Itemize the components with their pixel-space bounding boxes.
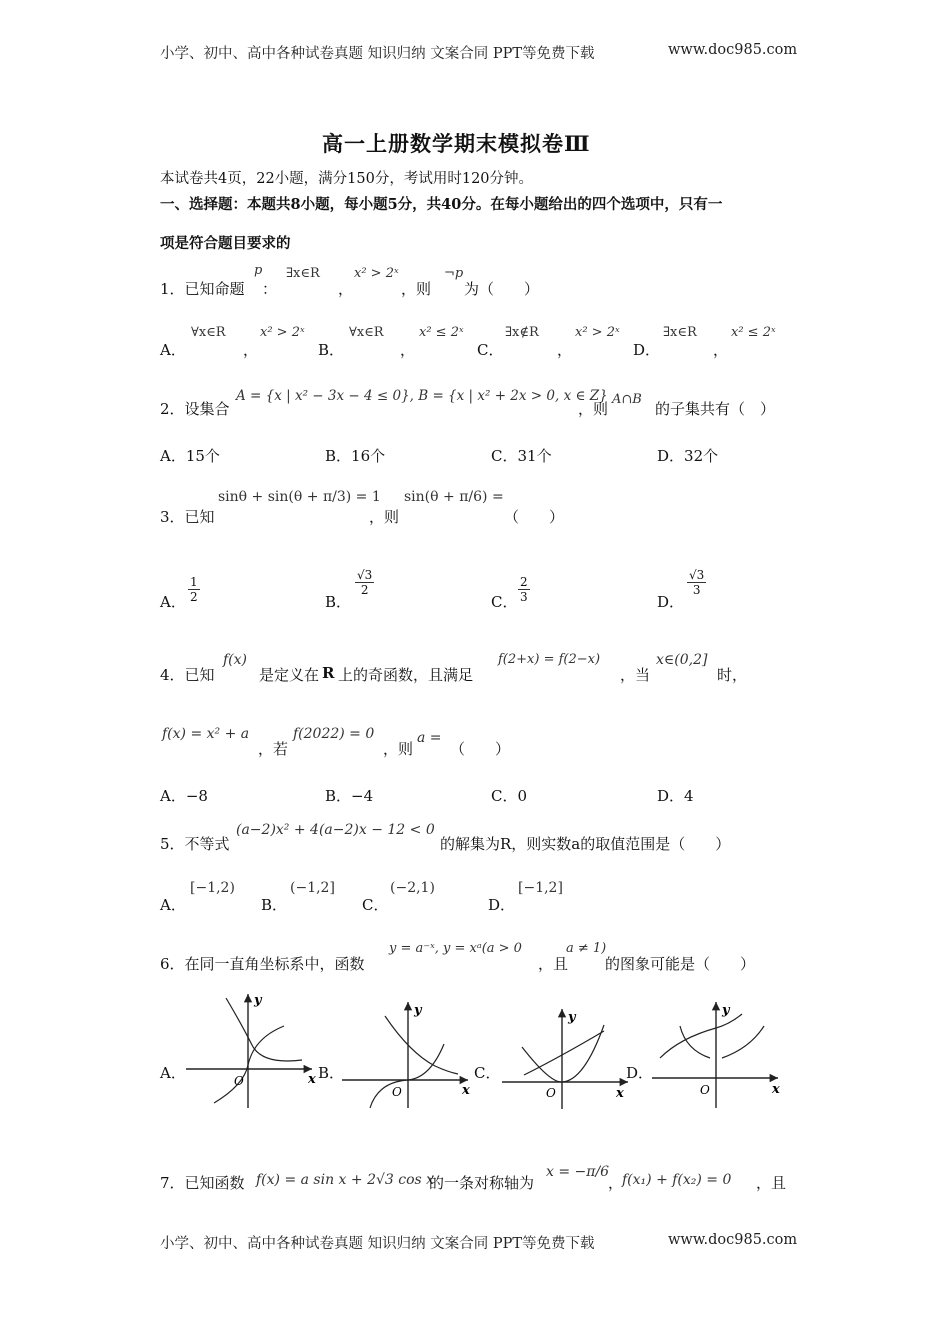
header-url[interactable]: www.doc985.com (668, 42, 798, 58)
q6-graph-c[interactable] (500, 1005, 640, 1110)
graph-d-curve-increasing (660, 1014, 742, 1058)
q4-if: ，若 (258, 740, 289, 758)
q3-option-d[interactable]: D． (657, 593, 685, 611)
q3-equation2: sin(θ + π/6) = (404, 489, 504, 505)
q1-tail: 为（ ） (464, 280, 540, 298)
q5-option-c[interactable]: C． (362, 896, 389, 914)
q6-stem: 6．在同一直角坐标系中，函数 (160, 955, 365, 973)
q4-a-eq: a = (417, 730, 442, 746)
q1-option-b-comma: ， (400, 341, 416, 359)
q3-option-c[interactable]: C． (491, 593, 518, 611)
graph-b-curve-cubic (370, 1044, 444, 1108)
q5-option-b-value: (−1,2] (290, 880, 335, 896)
graph-b-x-label: x (462, 1083, 470, 1098)
q6-functions: y = a⁻ˣ, y = xᵃ(a > 0 (389, 941, 522, 956)
q6-and: ，且 (538, 955, 569, 973)
section-heading-line2: 项是符合题目要求的 (160, 235, 291, 252)
q7-sum: f(x₁) + f(x₂) = 0 (622, 1172, 732, 1188)
q1-option-b-part1: ∀x∈R (349, 325, 384, 340)
section-heading-line1: 一、选择题：本题共8小题，每小题5分，共40分。在每小题给出的四个选项中，只有一 (160, 196, 723, 213)
q7-comma: ， (608, 1174, 624, 1192)
graph-d-y-label: y (722, 1003, 730, 1018)
q4-mid2: 上的奇函数，且满足 (338, 666, 474, 684)
q1-exists: ∃x∈R (286, 266, 320, 281)
q1-option-a-part2: x² > 2ˣ (260, 325, 305, 340)
graph-a-x-label: x (308, 1072, 316, 1087)
graph-a-origin: O (234, 1074, 244, 1088)
q7-function: f(x) = a sin x + 2√3 cos x (256, 1172, 435, 1188)
q1-option-a[interactable]: A． (160, 341, 186, 359)
q2-stem: 2．设集合 (160, 400, 230, 418)
q6-graph-d[interactable] (650, 998, 790, 1110)
q2-sets: A = {x | x² − 3x − 4 ≤ 0}, B = {x | x² + 2x > 0, x ∈ Z} (236, 388, 608, 404)
q3-option-c-fraction: $\frac{2}{3}$ (520, 575, 528, 604)
q1-comma: ， (338, 280, 354, 298)
q4-mid1: 是定义在 (259, 666, 320, 684)
q6-condition: a ≠ 1) (566, 941, 607, 956)
graph-c-x-label: x (616, 1086, 624, 1101)
q3-then: ，则 (369, 508, 400, 526)
q4-f2022: f(2022) = 0 (293, 726, 375, 742)
q4-option-c[interactable]: C．0 (491, 787, 528, 805)
q5-option-a[interactable]: A． (160, 896, 186, 914)
q1-inequality: x² > 2ˣ (354, 266, 399, 281)
q1-option-d[interactable]: D． (633, 341, 661, 359)
q5-option-c-value: (−2,1) (390, 880, 435, 896)
q2-option-d[interactable]: D．32个 (657, 447, 719, 465)
graph-a-y-label: y (254, 993, 262, 1008)
graph-b-curve-decreasing (385, 1016, 458, 1074)
header-left-text: 小学、初中、高中各种试卷真题 知识归纳 文案合同 PPT等免费下载 (160, 46, 595, 62)
q5-inequality: (a−2)x² + 4(a−2)x − 12 < 0 (236, 822, 435, 838)
q1-option-b-part2: x² ≤ 2ˣ (419, 325, 464, 340)
exam-intro: 本试卷共4页，22小题，满分150分，考试用时120分钟。 (160, 171, 534, 187)
graph-d-curve-even (680, 1026, 764, 1058)
q7-axis: x = −π/6 (546, 1164, 610, 1180)
q6-option-c[interactable]: C． (474, 1064, 501, 1082)
graph-c-curve-parabola (522, 1025, 604, 1082)
q4-domain: x∈(0,2] (656, 652, 708, 668)
q4-fx-def: f(x) = x² + a (162, 726, 250, 742)
graph-a-curve-decreasing (226, 998, 302, 1061)
q1-option-a-part1: ∀x∈R (191, 325, 226, 340)
q1-option-d-comma: ， (713, 341, 729, 359)
q6-option-a[interactable]: A． (160, 1064, 186, 1082)
q1-option-c-part1: ∃x∉R (505, 325, 539, 340)
q5-option-d-value: [−1,2] (518, 880, 563, 896)
q1-option-c-part2: x² > 2ˣ (575, 325, 620, 340)
q3-tail: （ ） (504, 508, 565, 526)
q3-equation1: sinθ + sin(θ + π/3) = 1 (218, 489, 381, 505)
footer-url[interactable]: www.doc985.com (668, 1232, 798, 1248)
graph-d-x-label: x (772, 1082, 780, 1097)
q4-option-d[interactable]: D．4 (657, 787, 694, 805)
q4-fx: f(x) (223, 652, 248, 668)
q4-condition: f(2+x) = f(2−x) (498, 652, 601, 667)
graph-b-y-label: y (414, 1003, 422, 1018)
q5-option-d[interactable]: D． (488, 896, 516, 914)
q4-option-b[interactable]: B．−4 (325, 787, 374, 805)
q4-then: ，则 (383, 740, 414, 758)
q3-option-b[interactable]: B． (325, 593, 352, 611)
q1-option-d-part1: ∃x∈R (663, 325, 697, 340)
page-title: 高一上册数学期末模拟卷Ⅲ (322, 131, 591, 156)
q6-option-d[interactable]: D． (626, 1064, 654, 1082)
q1-then: ，则 (401, 280, 432, 298)
q3-option-a-fraction: $\frac{1}{2}$ (190, 575, 198, 604)
q1-p: p (254, 263, 263, 278)
q5-tail: 的解集为R，则实数a的取值范围是（ ） (440, 835, 731, 853)
q3-stem: 3．已知 (160, 508, 215, 526)
q6-graph-b[interactable] (340, 998, 480, 1110)
q1-stem: 1．已知命题 (160, 280, 245, 298)
q5-option-b[interactable]: B． (261, 896, 288, 914)
q1-negp: ¬p (444, 266, 464, 281)
q3-option-d-fraction: $\frac{√3}{3}$ (689, 568, 705, 597)
q6-graph-a[interactable] (184, 990, 324, 1110)
q2-option-a[interactable]: A．15个 (160, 447, 220, 465)
q2-option-c[interactable]: C．31个 (491, 447, 552, 465)
q3-option-b-fraction: $\frac{√3}{2}$ (357, 568, 373, 597)
q6-tail: 的图象可能是（ ） (605, 955, 756, 973)
q1-option-b[interactable]: B． (318, 341, 345, 359)
q4-tail: （ ） (450, 740, 511, 758)
q7-stem: 7．已知函数 (160, 1174, 245, 1192)
q3-option-a[interactable]: A． (160, 593, 186, 611)
graph-b-origin: O (392, 1085, 402, 1099)
q4-option-a[interactable]: A．−8 (160, 787, 208, 805)
q4-when2: 时， (717, 666, 748, 684)
q4-when: ，当 (620, 666, 651, 684)
q2-tail: 的子集共有（ ） (655, 400, 776, 418)
q2-intersection: A∩B (612, 392, 642, 407)
q7-tail: ，且 (756, 1174, 787, 1192)
q4-stem: 4．已知 (160, 666, 215, 684)
q4-R: R (322, 664, 335, 682)
graph-d-origin: O (700, 1083, 710, 1097)
q5-stem: 5．不等式 (160, 835, 230, 853)
q6-option-b[interactable]: B． (318, 1064, 345, 1082)
q1-option-c-comma: ， (557, 341, 573, 359)
graph-c-origin: O (546, 1086, 556, 1100)
q1-option-c[interactable]: C． (477, 341, 504, 359)
q5-option-a-value: [−1,2) (190, 880, 235, 896)
q2-option-b[interactable]: B．16个 (325, 447, 386, 465)
footer-left-text: 小学、初中、高中各种试卷真题 知识归纳 文案合同 PPT等免费下载 (160, 1236, 595, 1252)
q2-then: ，则 (578, 400, 609, 418)
q1-colon: ： (262, 280, 278, 298)
graph-a-curve-increasing (214, 1026, 284, 1103)
q1-option-a-comma: ， (243, 341, 259, 359)
graph-c-y-label: y (568, 1010, 576, 1025)
q7-mid: 的一条对称轴为 (429, 1174, 535, 1192)
q1-option-d-part2: x² ≤ 2ˣ (731, 325, 776, 340)
